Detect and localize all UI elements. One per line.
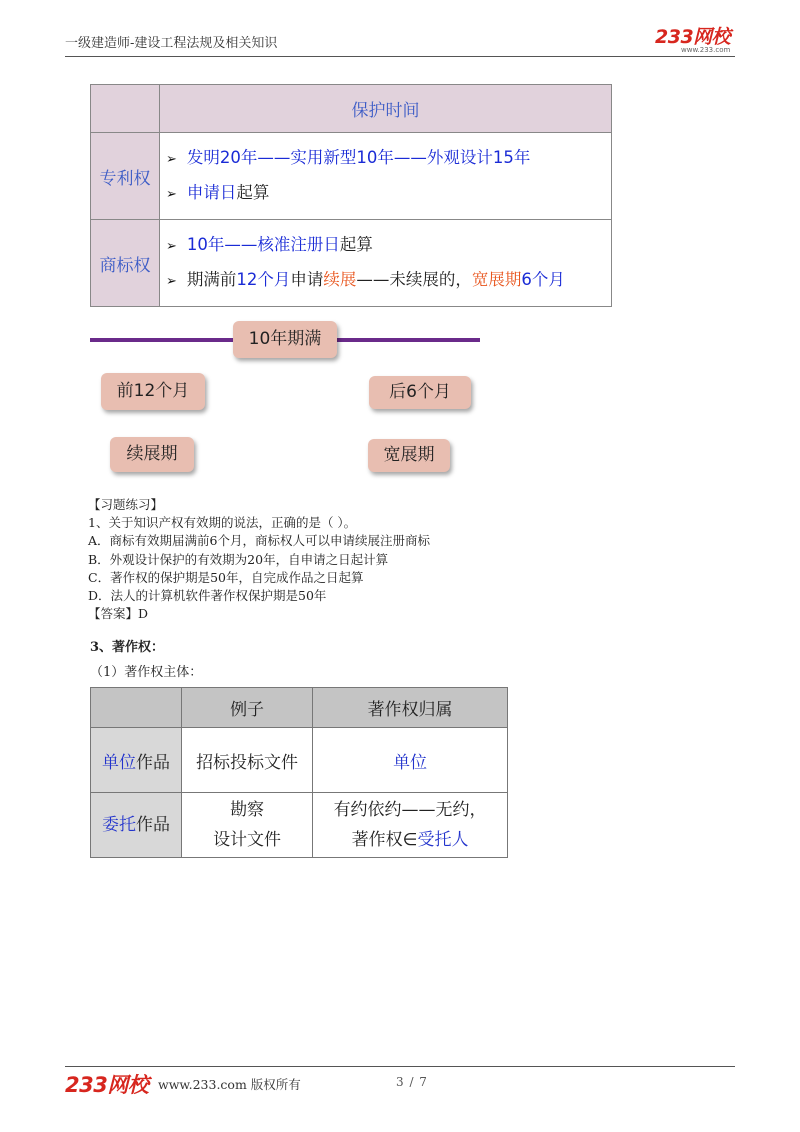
header-logo [655, 22, 730, 54]
trademark-line-1: ➢ 10年——核准注册日起算 [166, 228, 605, 263]
table2-corner-cell [91, 688, 182, 728]
patent-cell [160, 133, 612, 220]
exercise-answer: 【答案】D [88, 606, 149, 622]
protection-period-table [90, 84, 612, 307]
grace-period-label: 宽展期 [368, 439, 450, 472]
trademark-cell [160, 220, 612, 307]
exercise-heading: 【习题练习】 [88, 497, 164, 512]
footer-copyright: www.233.com 版权所有 [158, 1077, 301, 1092]
expiry-label: 10年期满 [233, 321, 337, 358]
arrow-bullet-icon: ➢ [166, 274, 177, 289]
section-3-subtitle: （1）著作权主体： [90, 665, 203, 680]
commissioned-work-owner: 有约依约——无约， 著作权∈受托人 [313, 793, 508, 858]
exercise-option: D．法人的计算机软件著作权保护期是50年 [88, 588, 327, 604]
exercise-question: 1、关于知识产权有效期的说法，正确的是（ ）。 [88, 515, 357, 531]
patent-line-2: ➢ 申请日起算 [166, 176, 605, 211]
section-3-title: 3、著作权： [90, 640, 165, 655]
arrow-bullet-icon: ➢ [166, 239, 177, 254]
exercise-option: C．著作权的保护期是50年，自完成作品之日起算 [88, 569, 364, 585]
copyright-owner-table [90, 687, 508, 858]
table2-header-owner: 著作权归属 [313, 688, 508, 728]
table1-header: 保护时间 [160, 85, 612, 133]
before-12-months-label: 前12个月 [101, 373, 205, 410]
unit-work-example: 招标投标文件 [182, 728, 313, 793]
header-divider [65, 56, 735, 57]
header-title: 一级建造师-建设工程法规及相关知识 [65, 36, 278, 51]
after-6-months-label: 后6个月 [369, 376, 471, 409]
trademark-label: 商标权 [91, 220, 160, 307]
header-logo-text: 233网校 [655, 26, 731, 48]
footer-logo: 233网校 [65, 1073, 149, 1097]
header-logo-url: www.233.com [681, 46, 731, 54]
exercise-option: A．商标有效期届满前6个月，商标权人可以申请续展注册商标 [88, 533, 430, 549]
arrow-bullet-icon: ➢ [166, 152, 177, 167]
unit-work-label: 单位作品 [91, 728, 182, 793]
trademark-line-2: ➢ 期满前12个月申请续展——未续展的，宽展期6个月 [166, 263, 605, 298]
unit-work-owner: 单位 [313, 728, 508, 793]
patent-label: 专利权 [91, 133, 160, 220]
exercise-block [88, 496, 430, 623]
table1-corner-cell [91, 85, 160, 133]
table2-header-example: 例子 [182, 688, 313, 728]
footer-divider [65, 1066, 735, 1067]
patent-line-1: ➢ 发明20年——实用新型10年——外观设计15年 [166, 141, 605, 176]
arrow-bullet-icon: ➢ [166, 187, 177, 202]
renewal-period-label: 续展期 [110, 437, 194, 472]
commissioned-work-label: 委托作品 [91, 793, 182, 858]
exercise-option: B．外观设计保护的有效期为20年，自申请之日起计算 [88, 551, 389, 567]
page-number: 3 / 7 [396, 1075, 428, 1089]
commissioned-work-example: 勘察 设计文件 [182, 793, 313, 858]
